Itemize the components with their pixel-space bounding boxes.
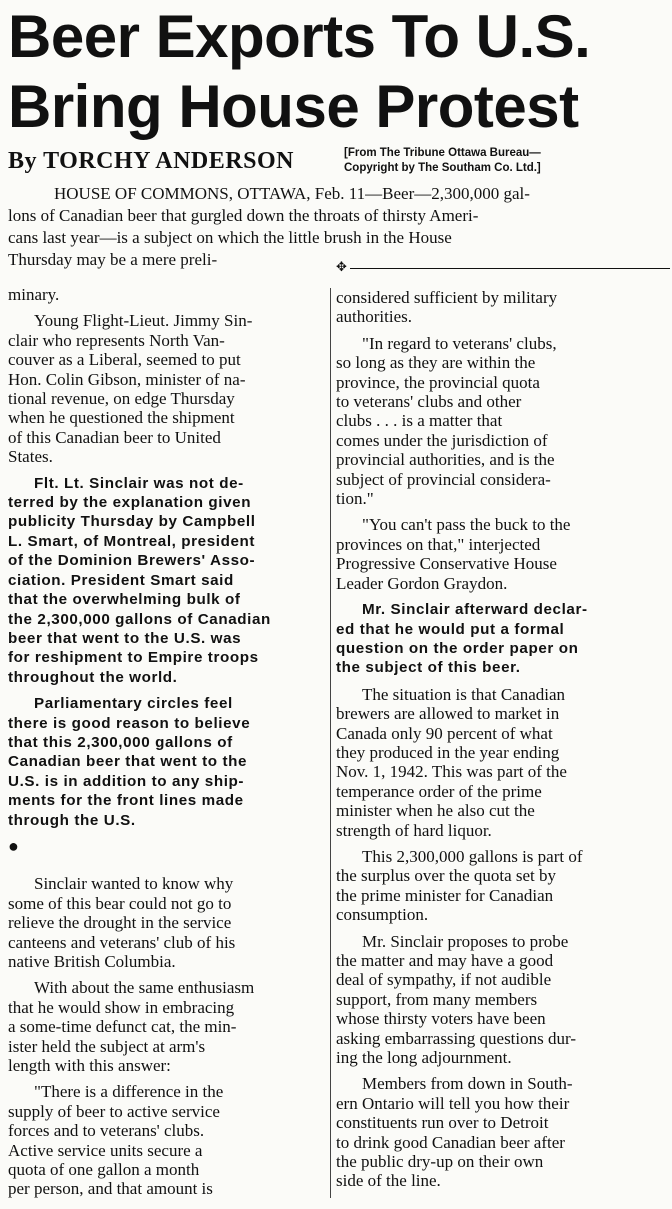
text-line: ments for the front lines made bbox=[8, 792, 244, 810]
text-line: deal of sympathy, if not audible bbox=[336, 970, 552, 990]
right-column-paragraph bbox=[336, 334, 670, 509]
text-line: asking embarrassing questions dur- bbox=[336, 1028, 576, 1048]
text-line: to veterans' clubs and other bbox=[336, 392, 522, 412]
text-line: ern Ontario will tell you how their bbox=[336, 1093, 570, 1113]
text-line: minister when he also cut the bbox=[336, 801, 535, 821]
text-line: Nov. 1, 1942. This was part of the bbox=[336, 762, 567, 782]
lead-line-2: lons of Canadian beer that gurgled down the throats of thirsty Ameri- bbox=[8, 206, 479, 225]
text-line: native British Columbia. bbox=[8, 952, 176, 971]
text-line: quota of one gallon a month bbox=[8, 1160, 200, 1180]
text-line: Parliamentary circles feel bbox=[34, 695, 233, 713]
text-line: forces and to veterans' clubs. bbox=[8, 1121, 205, 1141]
text-line: "In regard to veterans' clubs, bbox=[362, 333, 557, 353]
text-line: the prime minister for Canadian bbox=[336, 885, 554, 905]
text-line: clair who represents North Van- bbox=[8, 330, 225, 350]
text-line: publicity Thursday by Campbell bbox=[8, 513, 256, 531]
text-line: ing the long adjournment. bbox=[336, 1048, 512, 1068]
right-column bbox=[336, 288, 670, 1198]
dagger-mark: ✥ bbox=[336, 259, 347, 274]
text-line: clubs . . . is a matter that bbox=[336, 411, 503, 431]
text-line: Flt. Lt. Sinclair was not de- bbox=[34, 474, 244, 492]
text-line: provinces on that," interjected bbox=[336, 534, 541, 554]
text-line: U.S. is in addition to any ship- bbox=[8, 772, 245, 790]
text-line: With about the same enthusiasm bbox=[34, 978, 255, 998]
text-line: the subject of this beer. bbox=[336, 659, 521, 677]
text-line: when he questioned the shipment bbox=[8, 408, 235, 428]
text-line: to drink good Canadian beer after bbox=[336, 1132, 565, 1152]
headline bbox=[8, 2, 670, 142]
text-line: Canada only 90 percent of what bbox=[336, 723, 553, 743]
text-line: of this Canadian beer to United bbox=[8, 427, 221, 447]
text-line: canteens and veterans' club of his bbox=[8, 932, 236, 952]
text-line: temperance order of the prime bbox=[336, 781, 542, 801]
headline-line-1: Beer Exports To U.S. bbox=[8, 3, 591, 70]
lead-line-4: Thursday may be a mere preli- bbox=[8, 250, 218, 269]
text-line: a some-time defunct cat, the min- bbox=[8, 1017, 237, 1037]
text-line: that this 2,300,000 gallons of bbox=[8, 733, 233, 751]
copyright-credit bbox=[344, 146, 541, 176]
left-column-paragraph bbox=[8, 978, 328, 1075]
text-line: The situation is that Canadian bbox=[362, 684, 566, 704]
text-line: Young Flight-Lieut. Jimmy Sin- bbox=[34, 311, 253, 331]
text-line: support, from many members bbox=[336, 989, 538, 1009]
text-line: Sinclair wanted to know why bbox=[34, 874, 234, 894]
credit-line-1: [From The Tribune Ottawa Bureau— bbox=[344, 147, 541, 159]
left-column bbox=[8, 285, 328, 1206]
text-line: side of the line. bbox=[336, 1171, 441, 1191]
text-line: supply of beer to active service bbox=[8, 1101, 220, 1121]
right-column-paragraph bbox=[336, 685, 670, 840]
text-line: strength of hard liquor. bbox=[336, 820, 492, 840]
text-line: they produced in the year ending bbox=[336, 742, 560, 762]
text-line: that he would show in embracing bbox=[8, 997, 235, 1017]
text-line: province, the provincial quota bbox=[336, 372, 540, 392]
text-line: ● bbox=[8, 835, 19, 856]
text-line: Members from down in South- bbox=[362, 1074, 573, 1094]
credit-line-2: Copyright by The Southam Co. Ltd.] bbox=[344, 162, 541, 174]
text-line: the surplus over the quota set by bbox=[336, 866, 557, 886]
text-line: beer that went to the U.S. was bbox=[8, 629, 242, 647]
right-column-paragraph bbox=[336, 288, 670, 327]
lead-line-1: HOUSE OF COMMONS, OTTAWA, Feb. 11—Beer—2,300,000 gal- bbox=[54, 184, 530, 203]
right-column-paragraph bbox=[336, 600, 670, 678]
text-line: considered sufficient by military bbox=[336, 288, 558, 307]
text-line: some of this bear could not go to bbox=[8, 893, 232, 913]
text-line: "You can't pass the buck to the bbox=[362, 515, 571, 535]
text-line: so long as they are within the bbox=[336, 353, 536, 373]
text-line: States. bbox=[8, 447, 53, 467]
text-line: for reshipment to Empire troops bbox=[8, 649, 259, 667]
left-column-paragraph bbox=[8, 285, 328, 304]
text-line: couver as a Liberal, seemed to put bbox=[8, 350, 241, 370]
right-column-paragraph bbox=[336, 932, 670, 1068]
text-line: ister held the subject at arm's bbox=[8, 1036, 206, 1056]
text-line: authorities. bbox=[336, 307, 413, 327]
text-line: per person, and that amount is bbox=[8, 1179, 213, 1199]
text-line: through the U.S. bbox=[8, 811, 136, 829]
right-column-paragraph bbox=[336, 847, 670, 925]
text-line: tion." bbox=[336, 489, 374, 509]
text-line: question on the order paper on bbox=[336, 639, 579, 657]
text-line: terred by the explanation given bbox=[8, 494, 252, 512]
text-line: provincial authorities, and is the bbox=[336, 450, 555, 470]
text-line: the 2,300,000 gallons of Canadian bbox=[8, 610, 271, 628]
text-line: tional revenue, on edge Thursday bbox=[8, 389, 235, 409]
text-line: whose thirsty voters have been bbox=[336, 1009, 546, 1029]
column-rule-with-dagger bbox=[336, 259, 670, 274]
text-line: Mr. Sinclair proposes to probe bbox=[362, 931, 569, 951]
lead-paragraph bbox=[8, 183, 670, 271]
text-line: ciation. President Smart said bbox=[8, 571, 234, 589]
text-line: of the Dominion Brewers' Asso- bbox=[8, 552, 256, 570]
headline-line-2: Bring House Protest bbox=[8, 73, 579, 140]
left-column-paragraph bbox=[8, 694, 328, 830]
byline bbox=[8, 146, 668, 180]
text-line: This 2,300,000 gallons is part of bbox=[362, 846, 583, 866]
text-line: throughout the world. bbox=[8, 668, 178, 686]
text-line: subject of provincial considera- bbox=[336, 469, 551, 489]
text-line: there is good reason to believe bbox=[8, 714, 251, 732]
text-line: L. Smart, of Montreal, president bbox=[8, 532, 256, 550]
lead-line-3: cans last year—is a subject on which the little brush in the House bbox=[8, 228, 452, 247]
text-line: that the overwhelming bulk of bbox=[8, 591, 241, 609]
text-line: Canadian beer that went to the bbox=[8, 753, 248, 771]
text-line: relieve the drought in the service bbox=[8, 913, 232, 933]
text-line: Active service units secure a bbox=[8, 1140, 203, 1160]
text-line: comes under the jurisdiction of bbox=[336, 430, 548, 450]
text-line: "There is a difference in the bbox=[34, 1082, 224, 1102]
text-line: ed that he would put a formal bbox=[336, 620, 565, 638]
text-line: Mr. Sinclair afterward declar- bbox=[362, 601, 588, 619]
text-line: the public dry-up on their own bbox=[336, 1152, 544, 1172]
left-column-paragraph bbox=[8, 311, 328, 466]
left-column-paragraph bbox=[8, 837, 328, 856]
left-column-paragraph bbox=[8, 474, 328, 687]
left-column-paragraph bbox=[8, 1082, 328, 1198]
text-line: consumption. bbox=[336, 905, 429, 925]
right-column-paragraph bbox=[336, 1074, 670, 1190]
text-line: Leader Gordon Graydon. bbox=[336, 573, 508, 593]
right-column-paragraph bbox=[336, 515, 670, 593]
author-byline: By TORCHY ANDERSON bbox=[8, 148, 294, 174]
text-line: Hon. Colin Gibson, minister of na- bbox=[8, 369, 246, 389]
text-line: minary. bbox=[8, 285, 60, 304]
text-line: the matter and may have a good bbox=[336, 951, 554, 970]
text-line: brewers are allowed to market in bbox=[336, 704, 560, 724]
text-line: length with this answer: bbox=[8, 1056, 171, 1076]
text-line: Progressive Conservative House bbox=[336, 554, 557, 574]
text-line: constituents run over to Detroit bbox=[336, 1113, 549, 1133]
left-column-paragraph bbox=[8, 874, 328, 971]
